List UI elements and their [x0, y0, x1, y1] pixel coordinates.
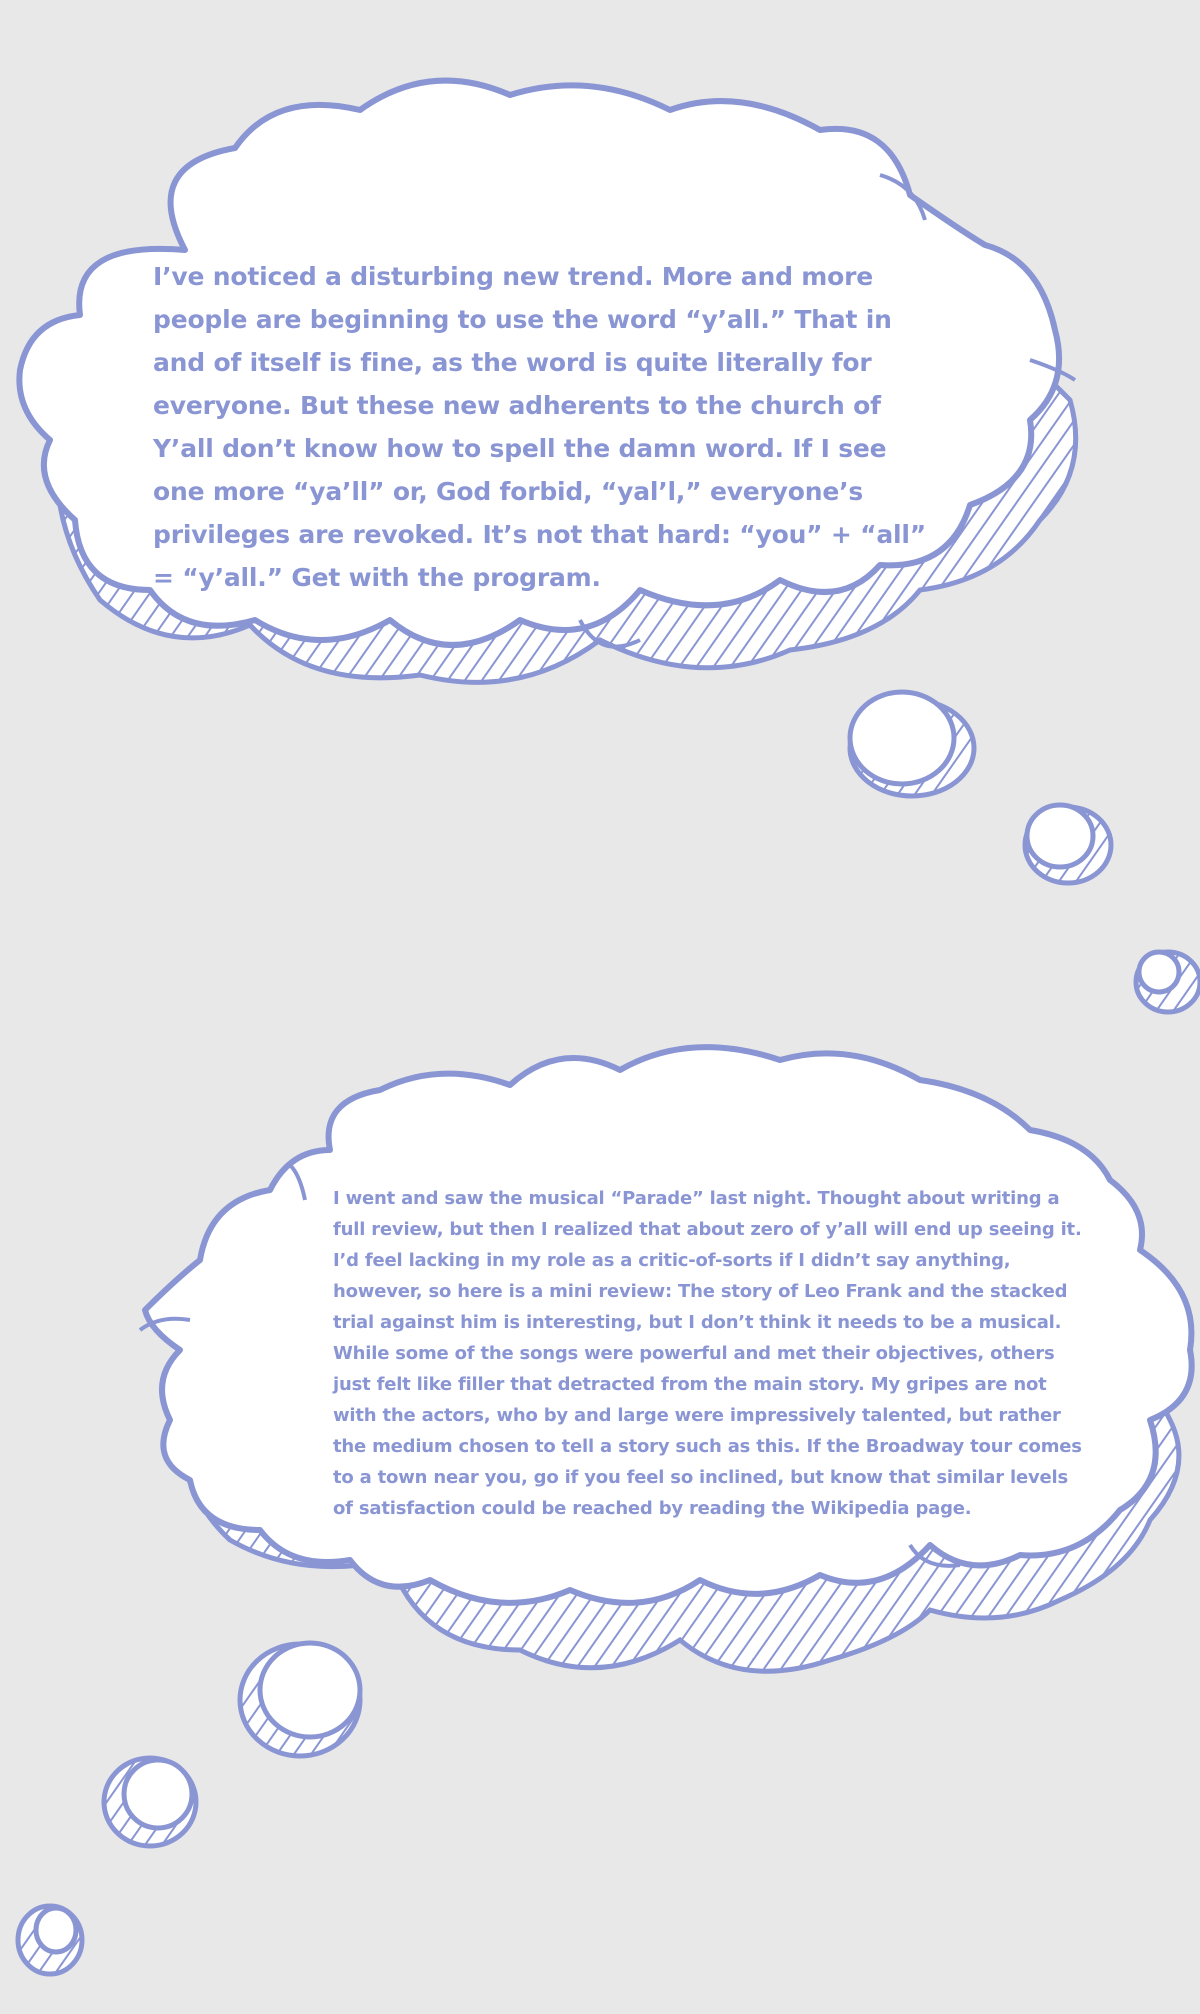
thought-bubbles-top	[850, 692, 1200, 1012]
thought-text-top: I’ve noticed a disturbing new trend. More and more people are beginning to use the word “y’all.” That in and of itself is fine, as the word is quite literally for everyone. But these new adherents to the church of Y’all don’t know how to spell the damn word. If I see one more “ya’ll” or, God forbid, “yal’l,” everyone’s privileges are revoked. It’s not that hard: “you” + “all” = “y’all.” Get with the program.	[153, 262, 927, 592]
thought-text-bottom: I went and saw the musical “Parade” last night. Thought about writing a full review, but then I realized that about zero of y’all will end up seeing it. I’d feel lacking in my role as a critic-of-sorts if I didn’t say anything, however, so here is a mini review: The story of Leo Frank and the stacked trial against him is interesting, but I don’t think it needs to be a musical. While some of the songs were powerful and met their objectives, others just felt like filler that detracted from the main story. My gripes are not with the actors, who by and large were impressively talented, but rather the medium chosen to tell a story such as this. If the Broadway tour comes to a town near you, go if you feel so inclined, but know that similar levels of satisfaction could be reached by reading the Wikipedia page.	[333, 1188, 1082, 1519]
thought-bubbles-bottom	[18, 1643, 360, 1974]
